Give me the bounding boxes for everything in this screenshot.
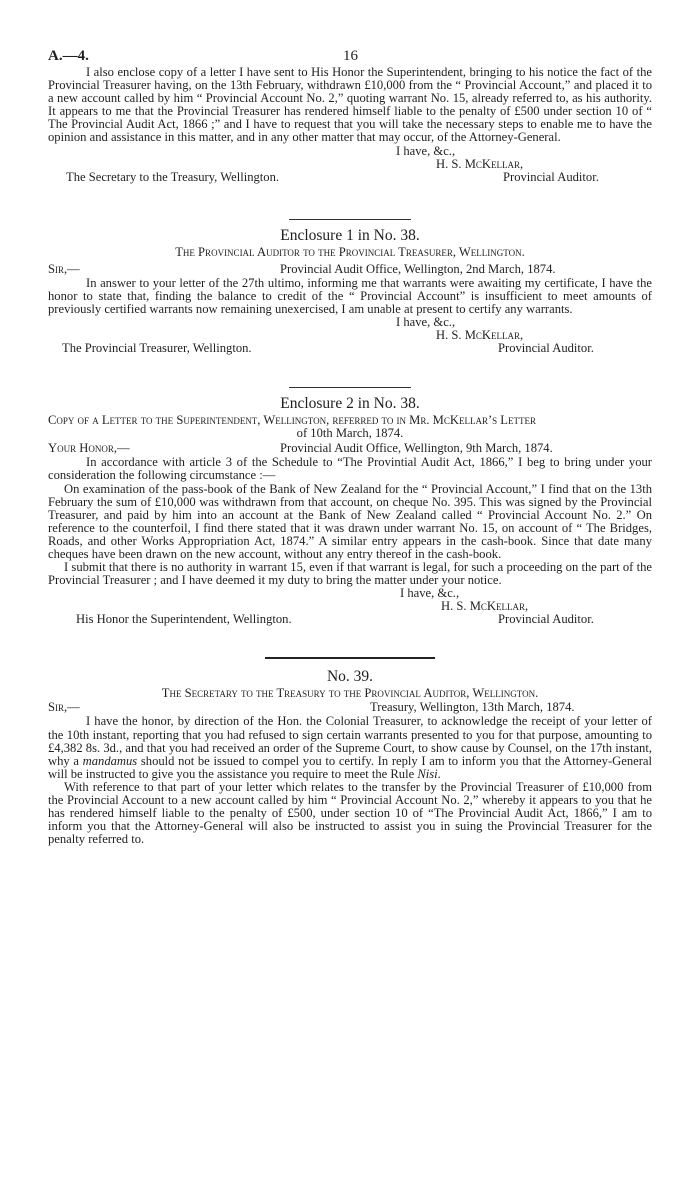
enclosure2-para2: On examination of the pass-book of the Bank of New Zealand for the “ Provincial Account,” I find that on the 13th February the sum of £10,000 was withdrawn from that account, on cheque No. 395. This was signed by the Provincial Treasurer, and paid by him into an account at the Bank of New Zealand called “ Provincial Account No. 2.” On reference to the counterfoil, I find there stated that it was drawn under warrant No. 15, on account of “ The Bridges, Roads, and other Works Appropriation Act, 1874.” A similar entry appears in the cash-book. Since that date many cheques have been drawn on the new account, without any entry thereof in the cash-book. xyxy=(48,481,652,561)
intro-letter-body: I also enclose copy of a letter I have sent to His Honor the Superintendent, bringing to his notice the fact of the Provincial Treasurer having, on the 13th February, withdrawn £10,000 from the “ Provincial Account,” and placed it to a new account called by him “ Provincial Account No. 2,” quoting warrant No. 15, already referred to, as his authority. It appears to me that the Provincial Treasurer has rendered himself liable to the penalty of £500 under section 10 of “ The Provincial Audit Act, 1866 ;” and I have to request that you will take the necessary steps to enable me to have the opinion and assistance in this matter, and in any other matter that may occur, of the Attorney-General. xyxy=(48,65,652,145)
document-page xyxy=(48,40,652,846)
enclosure1-title: Enclosure 1 in No. 38. xyxy=(280,226,420,244)
no39-para1-text-b: should not be issued to compel you to certify. In reply I am to inform you that the Attorney-General will be instructed to give you the assistance you require to meet the Rule xyxy=(48,753,652,781)
closing: I have, &c., xyxy=(396,315,456,330)
enclosure2-route-line2: of 10th March, 1874. xyxy=(296,426,404,441)
place-date: Provincial Audit Office, Wellington, 9th March, 1874. xyxy=(280,441,553,456)
signer-name: H. S. McKellar, xyxy=(436,156,524,171)
no39-para2: With reference to that part of your letter which relates to the transfer by the Provincial Treasurer of £10,000 from the Provincial Account to a new account called by him “ Provincial Account No. 2,” whereby it appears to you that he has rendered himself liable to the penalty of £500, under section 10 of “The Provincial Audit Act, 1866,” I am to inform you that the Attorney-General will also be instructed to assist you in suing the Provincial Treasurer for the penalty referred to. xyxy=(48,779,652,847)
addressee: His Honor the Superintendent, Wellington. xyxy=(76,612,292,627)
addressee: The Provincial Treasurer, Wellington. xyxy=(62,341,252,356)
enclosure1-route: The Provincial Auditor to the Provincial Treasurer, Wellington. xyxy=(175,244,525,259)
enclosure2-para1: In accordance with article 3 of the Schedule to “The Provintial Audit Act, 1866,” I beg to bring under your consideration the following circumstance :— xyxy=(48,455,652,483)
section-divider xyxy=(289,387,411,388)
closing: I have, &c., xyxy=(396,143,456,158)
place-date: Treasury, Wellington, 13th March, 1874. xyxy=(370,700,575,715)
closing: I have, &c., xyxy=(400,586,460,601)
signer-name: H. S. McKellar, xyxy=(441,599,529,614)
no39-route: The Secretary to the Treasury to the Provincial Auditor, Wellington. xyxy=(161,686,539,701)
no39-para1-text-a: I have the honor, by direction of the Hon. the Colonial Treasurer, to acknowledge the receipt of your letter of the 10th instant, reporting that you had refused to sign certain warrants presented to you for that purpose, amounting to £4,382 8s. 3d., and that you had received an order of the Supreme Court, to show cause by Counsel, on the 17th instant, why a xyxy=(48,714,652,768)
section-divider xyxy=(265,657,435,659)
signer-title: Provincial Auditor. xyxy=(503,169,599,184)
enclosure1-heading-row xyxy=(48,263,652,277)
enclosure2-heading-row xyxy=(48,442,652,456)
enclosure1-signoff xyxy=(48,316,652,369)
section-divider xyxy=(289,219,411,220)
no39-para1-italic: mandamus xyxy=(82,753,138,768)
enclosure1-body: In answer to your letter of the 27th ultimo, informing me that warrants were awaiting my certificate, I have the honor to state that, finding the balance to credit of the “ Provincial Account” is insufficient to meet amounts of previously certified warrants now remaining unexercised, I am unable at present to certify any warrants. xyxy=(48,275,652,316)
addressee: The Secretary to the Treasury, Wellington. xyxy=(66,169,280,184)
enclosure2-title: Enclosure 2 in No. 38. xyxy=(280,395,420,413)
salutation: Sir,— xyxy=(48,700,80,715)
signer-title: Provincial Auditor. xyxy=(498,341,594,356)
page-header xyxy=(48,40,652,66)
page-number: 16 xyxy=(343,48,358,64)
no39-para1-italic2: Nisi xyxy=(417,766,438,781)
document-reference: A.—4. xyxy=(48,48,89,64)
signer-name: H. S. McKellar, xyxy=(436,328,524,343)
intro-letter-signoff xyxy=(48,145,652,198)
no39-para1-text-c: . xyxy=(437,766,441,781)
no39-heading-row xyxy=(48,701,652,715)
no39-para1 xyxy=(48,715,652,780)
salutation: Sir,— xyxy=(48,261,80,276)
enclosure2-para3: I submit that there is no authority in warrant 15, even if that warrant is legal, for such a proceeding on the part of the Provincial Treasurer ; and I have deemed it my duty to bring the matter under your notice. xyxy=(48,560,652,588)
enclosure2-route-line1: Copy of a Letter to the Superintendent, Wellington, referred to in Mr. McKellar’s Letter xyxy=(48,413,536,428)
enclosure2-signoff xyxy=(48,587,652,640)
no39-title: No. 39. xyxy=(326,668,374,686)
salutation: Your Honor,— xyxy=(48,441,130,456)
place-date: Provincial Audit Office, Wellington, 2nd March, 1874. xyxy=(280,261,556,276)
signer-title: Provincial Auditor. xyxy=(498,612,594,627)
